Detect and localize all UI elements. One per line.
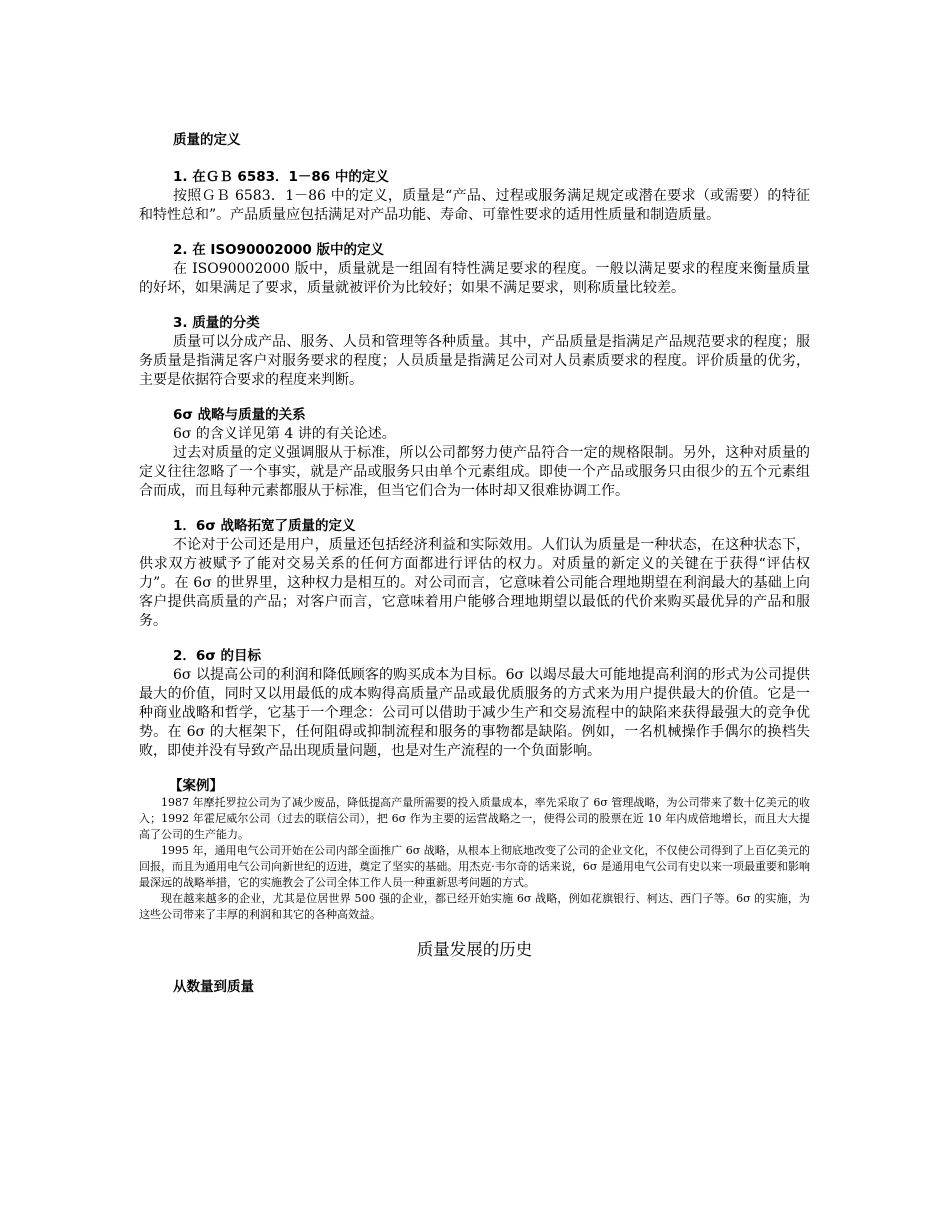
section-six-sigma-relation [139, 406, 810, 501]
section-six-sigma-broadens [139, 517, 810, 631]
section-heading: 2．6σ 的目标 [173, 648, 262, 664]
chapter-title: 质量发展的历史 [416, 940, 533, 959]
case-paragraph: 1995 年，通用电气公司开始在公司内部全面推广 6σ 战略，从根本上彻底地改变了公司的企业文化，不仅使公司得到了上百亿美元的回报，而且为通用电气公司向新世纪的迈进，奠定了坚实的基础。用杰克·韦尔奇的话来说，6σ 是通用电气公司有史以来一项最重要和影响最深远的战略举措，它的实施教会了公司全体工作人员一种重新思考问题的方式。 [139, 844, 810, 889]
section-heading: 2. 在 ISO90002000 版中的定义 [173, 242, 384, 258]
section-body: 在 ISO90002000 版中，质量就是一组固有特性满足要求的程度。一般以满足要求的程度来衡量质量的好坏，如果满足了要求，质量就被评价为比较好；如果不满足要求，则称质量比较差。 [139, 261, 810, 296]
page-title: 质量的定义 [173, 132, 241, 148]
section-body: 按照ＧＢ 6583．1－86 中的定义，质量是“产品、过程或服务满足规定或潜在要求（或需要）的特征和特性总和”。产品质量应包括满足对产品功能、寿命、可靠性要求的适用性质量和制造质量。 [139, 188, 810, 223]
section-heading: 1. 在ＧＢ 6583．1－86 中的定义 [173, 169, 389, 185]
section-six-sigma-goal [139, 647, 810, 761]
section-gb-definition [139, 168, 810, 225]
section-quality-classification [139, 314, 810, 390]
section-body: 6σ 的含义详见第 4 讲的有关论述。 [173, 426, 396, 442]
section-body: 质量可以分成产品、服务、人员和管理等各种质量。其中，产品质量是指满足产品规范要求的程度；服务质量是指满足客户对服务要求的程度；人员质量是指满足公司对人员素质要求的程度。评价质量的优劣，主要是依据符合要求的程度来判断。 [139, 334, 810, 388]
case-title: 【案例】 [169, 778, 223, 794]
case-paragraph: 现在越来越多的企业，尤其是位居世界 500 强的企业，都已经开始实施 6σ 战略，例如花旗银行、柯达、西门子等。6σ 的实施，为这些公司带来了丰厚的利润和其它的各种高效益。 [139, 892, 810, 921]
subsection-heading: 从数量到质量 [173, 979, 254, 995]
section-heading: 1．6σ 战略拓宽了质量的定义 [173, 518, 356, 534]
section-heading: 6σ 战略与质量的关系 [173, 407, 306, 423]
section-body: 不论对于公司还是用户，质量还包括经济利益和实际效用。人们认为质量是一种状态，在这种状态下，供求双方被赋予了能对交易关系的任何方面都进行评估的权力。对质量的新定义的关键在于获得“评估权力”。在 6σ 的世界里，这种权力是相互的。对公司而言，它意味着公司能合理地期望在利润最大的基础上向客户提供高质量的产品；对客户而言，它意味着用户能够合理地期望以最低的代价来购买最优异的产品和服务。 [139, 537, 810, 629]
case-paragraph: 1987 年摩托罗拉公司为了减少废品，降低提高产量所需要的投入质量成本，率先采取了 6σ 管理战略，为公司带来了数十亿美元的收入；1992 年霍尼威尔公司（过去的联信公司），把 6σ 作为主要的运营战略之一，使得公司的股票在近 10 年内成倍地增长，而且大大提高了公司的生产能力。 [139, 796, 810, 841]
section-body: 6σ 以提高公司的利润和降低顾客的购买成本为目标。6σ 以竭尽最大可能地提高利润的形式为公司提供最大的价值，同时又以用最低的成本购得高质量产品或最优质服务的方式来为用户提供最大的价值。它是一种商业战略和哲学，它基于一个理念：公司可以借助于减少生产和交易流程中的缺陷来获得最强大的竞争优势。在 6σ 的大框架下，任何阻碍或抑制流程和服务的事物都是缺陷。例如，一名机械操作手偶尔的换档失败，即使并没有导致产品出现质量问题，也是对生产流程的一个负面影响。 [139, 667, 810, 759]
case-study [139, 777, 810, 923]
section-body: 过去对质量的定义强调服从于标准，所以公司都努力使产品符合一定的规格限制。另外，这种对质量的定义往往忽略了一个事实，就是产品或服务只由单个元素组成。即使一个产品或服务只由很少的五个元素组合而成，而且每种元素都服从于标准，但当它们合为一体时却又很难协调工作。 [139, 445, 810, 499]
section-iso-definition [139, 241, 810, 298]
document-page [139, 130, 810, 997]
section-heading: 3. 质量的分类 [173, 315, 260, 331]
